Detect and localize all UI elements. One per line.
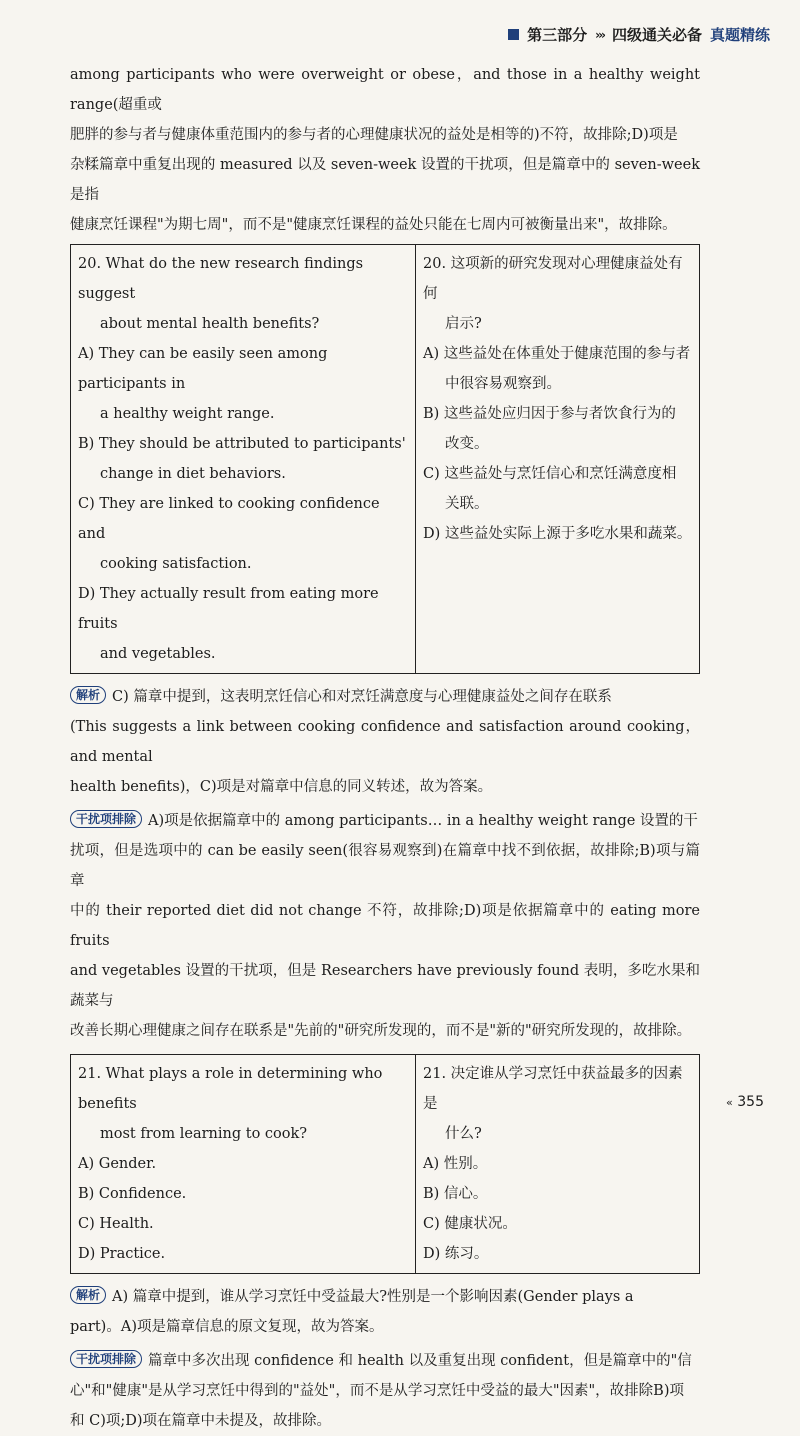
question-line: A) Gender. (78, 1156, 157, 1172)
question-line: most from learning to cook? (100, 1126, 308, 1142)
header-square-icon (508, 29, 519, 40)
question-line: A) 这些益处在体重处于健康范围的参与者 (423, 346, 691, 362)
question-line: A) They can be easily seen among participants in (78, 346, 328, 392)
header-part: 第三部分 (527, 26, 588, 44)
page-body (70, 60, 700, 1436)
header-arrows-icon: ››› (595, 27, 604, 42)
explanation-line (70, 1406, 700, 1436)
explanation-line (70, 806, 700, 836)
question-line: B) 这些益处应归因于参与者饮食行为的 (423, 406, 676, 422)
explanation-text: 中的 their reported diet did not change 不符，故排除;D)项是依据篇章中的 eating more fruits (70, 903, 700, 949)
question-line: 改变。 (445, 436, 489, 452)
question-line: and vegetables. (100, 646, 216, 662)
intro-line: 健康烹饪课程"为期七周"，而不是"健康烹饪课程的益处只能在七周内可被衡量出来"，故排除。 (70, 217, 677, 233)
page-number: 355 (737, 1094, 764, 1110)
analysis-tag: 解析 (70, 1286, 106, 1304)
question-line: a healthy weight range. (100, 406, 275, 422)
question-line: D) 这些益处实际上源于多吃水果和蔬菜。 (423, 526, 692, 542)
explanation-line (70, 1346, 700, 1376)
explanation-text: (This suggests a link between cooking confidence and satisfaction around cooking，and mental (70, 719, 700, 765)
intro-line: among participants who were overweight or obese，and those in a healthy weight range(超重或 (70, 67, 700, 113)
question-line: C) They are linked to cooking confidence and (78, 496, 380, 542)
explanation-line (70, 896, 700, 956)
question-line: 什么? (445, 1126, 482, 1142)
footer-arrows-icon: ‹‹ (726, 1096, 731, 1109)
question-21-table (70, 1054, 700, 1274)
question-21-english (71, 1055, 416, 1274)
explanation-line (70, 956, 700, 1016)
question-line: 关联。 (445, 496, 489, 512)
explanation-line (70, 772, 700, 802)
running-header (508, 24, 770, 45)
explanation-line (70, 1376, 700, 1406)
explanation-text: C) 篇章中提到，这表明烹饪信心和对烹饪满意度与心理健康益处之间存在联系 (112, 689, 612, 705)
header-section: 真题精练 (709, 26, 770, 44)
question-line: 启示? (445, 316, 482, 332)
question-line: about mental health benefits? (100, 316, 320, 332)
question-line: 20. 这项新的研究发现对心理健康益处有何 (423, 256, 683, 302)
explanation-line (70, 682, 700, 712)
question-line: 21. 决定谁从学习烹饪中获益最多的因素是 (423, 1066, 683, 1112)
question-20-distractor (70, 806, 700, 1046)
question-line: D) 练习。 (423, 1246, 489, 1262)
explanation-text: 心"和"健康"是从学习烹饪中得到的"益处"，而不是从学习烹饪中受益的最大"因素"，故排除B)项 (70, 1383, 684, 1399)
intro-paragraph (70, 60, 700, 240)
question-line: C) 这些益处与烹饪信心和烹饪满意度相 (423, 466, 677, 482)
explanation-line (70, 1282, 700, 1312)
question-21-chinese (416, 1055, 700, 1274)
question-line: 20. What do the new research findings suggest (78, 256, 364, 302)
question-line: C) Health. (78, 1216, 154, 1232)
header-book: 四级通关必备 (611, 26, 702, 44)
explanation-text: 扰项，但是选项中的 can be easily seen(很容易观察到)在篇章中找不到依据，故排除;B)项与篇章 (70, 843, 700, 889)
explanation-text: A) 篇章中提到，谁从学习烹饪中受益最大?性别是一个影响因素(Gender plays a (112, 1289, 634, 1305)
question-line: C) 健康状况。 (423, 1216, 517, 1232)
question-20-analysis (70, 682, 700, 802)
question-line: 中很容易观察到。 (445, 376, 561, 392)
explanation-text: health benefits)，C)项是对篇章中信息的同义转述，故为答案。 (70, 779, 493, 795)
question-21-distractor (70, 1346, 700, 1436)
explanation-line (70, 1312, 700, 1342)
question-line: B) They should be attributed to participants' (78, 436, 406, 452)
question-line: change in diet behaviors. (100, 466, 286, 482)
intro-line: 杂糅篇章中重复出现的 measured 以及 seven-week 设置的干扰项，但是篇章中的 seven-week 是指 (70, 157, 700, 203)
question-20-chinese (416, 245, 700, 674)
explanation-line (70, 712, 700, 772)
distractor-tag: 干扰项排除 (70, 1350, 142, 1368)
question-line: A) 性别。 (423, 1156, 488, 1172)
explanation-line (70, 1016, 700, 1046)
page-footer (726, 1094, 764, 1110)
explanation-text: 和 C)项;D)项在篇章中未提及，故排除。 (70, 1413, 332, 1429)
explanation-line (70, 836, 700, 896)
question-line: D) Practice. (78, 1246, 166, 1262)
explanation-text: and vegetables 设置的干扰项，但是 Researchers have previously found 表明，多吃水果和蔬菜与 (70, 963, 700, 1009)
explanation-text: A)项是依据篇章中的 among participants… in a healthy weight range 设置的干 (148, 813, 698, 829)
question-line: B) 信心。 (423, 1186, 488, 1202)
question-20-table (70, 244, 700, 674)
explanation-text: 改善长期心理健康之间存在联系是"先前的"研究所发现的，而不是"新的"研究所发现的，故排除。 (70, 1023, 692, 1039)
intro-line: 肥胖的参与者与健康体重范围内的参与者的心理健康状况的益处是相等的)不符，故排除;D)项是 (70, 127, 678, 143)
distractor-tag: 干扰项排除 (70, 810, 142, 828)
question-line: B) Confidence. (78, 1186, 187, 1202)
question-21-analysis (70, 1282, 700, 1342)
question-line: 21. What plays a role in determining who benefits (78, 1066, 383, 1112)
question-20-english (71, 245, 416, 674)
question-line: D) They actually result from eating more fruits (78, 586, 379, 632)
explanation-text: part)。A)项是篇章信息的原文复现，故为答案。 (70, 1319, 384, 1335)
question-line: cooking satisfaction. (100, 556, 252, 572)
explanation-text: 篇章中多次出现 confidence 和 health 以及重复出现 confident，但是篇章中的"信 (148, 1353, 692, 1369)
analysis-tag: 解析 (70, 686, 106, 704)
